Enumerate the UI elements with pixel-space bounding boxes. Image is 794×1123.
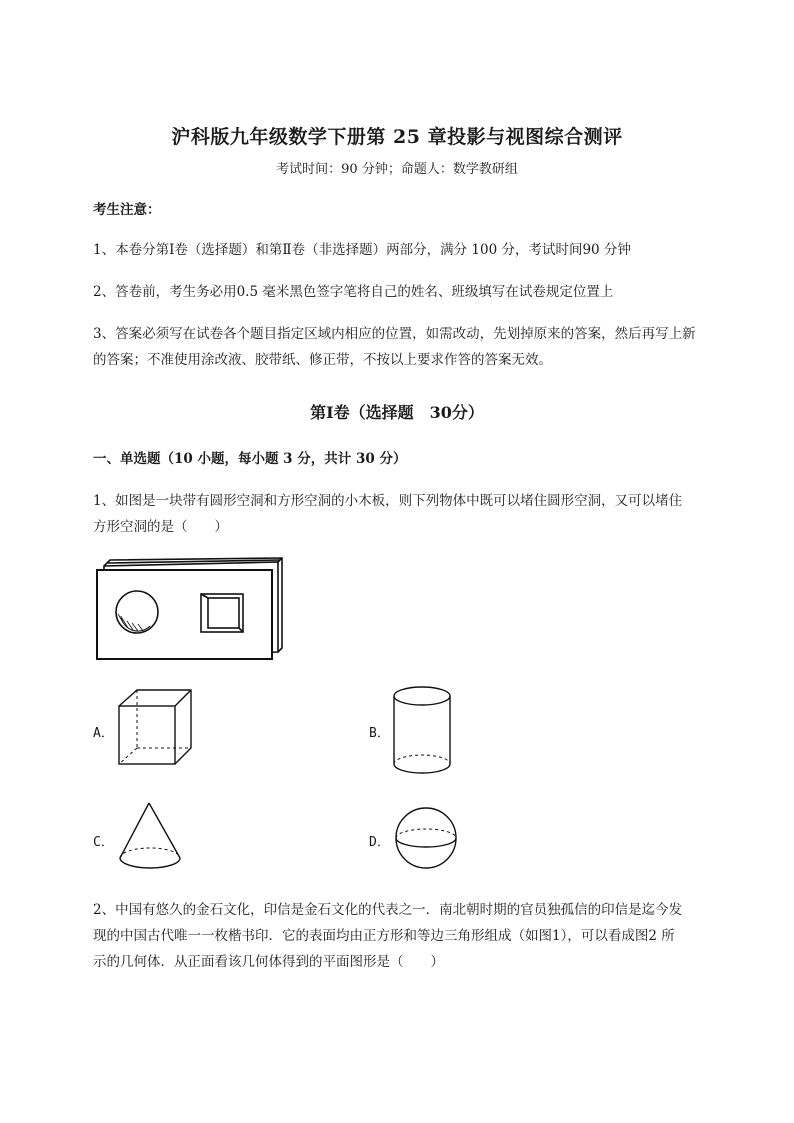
part-heading: 一、单选题（10 小题，每小题 3 分，共计 30 分）: [93, 451, 407, 467]
question-1-line-1: 1、如图是一块带有圆形空洞和方形空洞的小木板，则下列物体中既可以堵住圆形空洞，又可以堵住: [93, 493, 683, 509]
page-title: 沪科版九年级数学下册第 25 章投影与视图综合测评: [171, 126, 623, 148]
question-2-line-2: 现的中国古代唯一一枚楷书印．它的表面均由正方形和等边三角形组成（如图1），可以看成图2 所: [93, 928, 675, 944]
sphere-icon[interactable]: [392, 804, 464, 876]
notice-item-2: 2、答卷前，考生务必用0.5 毫米黑色签字笔将自己的姓名、班级填写在试卷规定位置上: [93, 284, 614, 300]
option-b-label[interactable]: B．: [369, 726, 390, 741]
notice-heading: 考生注意：: [93, 202, 161, 218]
board-figure: [90, 556, 290, 666]
section-title: 第Ⅰ卷（选择题 30分）: [310, 403, 484, 422]
question-1-line-2: 方形空洞的是（ ）: [93, 519, 228, 535]
option-c-label[interactable]: C．: [93, 835, 114, 850]
question-2-line-1: 2、中国有悠久的金石文化，印信是金石文化的代表之一．南北朝时期的官员独孤信的印信是迄今发: [93, 902, 683, 918]
notice-item-3-cont: 的答案；不准使用涂改液、胶带纸、修正带，不按以上要求作答的答案无效。: [93, 352, 552, 368]
notice-item-3: 3、答案必须写在试卷各个题目指定区域内相应的位置，如需改动，先划掉原来的答案，然后再写上新: [93, 326, 696, 342]
cylinder-icon[interactable]: [390, 684, 454, 776]
notice-item-1: 1、本卷分第Ⅰ卷（选择题）和第Ⅱ卷（非选择题）两部分，满分 100 分，考试时间90 分钟: [93, 242, 631, 258]
question-2-line-3: 示的几何体．从正面看该几何体得到的平面图形是（ ）: [93, 954, 444, 970]
page-subtitle: 考试时间：90 分钟；命题人：数学教研组: [276, 162, 518, 177]
cube-icon[interactable]: [115, 688, 195, 770]
cone-icon[interactable]: [116, 800, 186, 876]
option-d-label[interactable]: D．: [369, 835, 390, 850]
option-a-label[interactable]: A．: [93, 726, 114, 741]
